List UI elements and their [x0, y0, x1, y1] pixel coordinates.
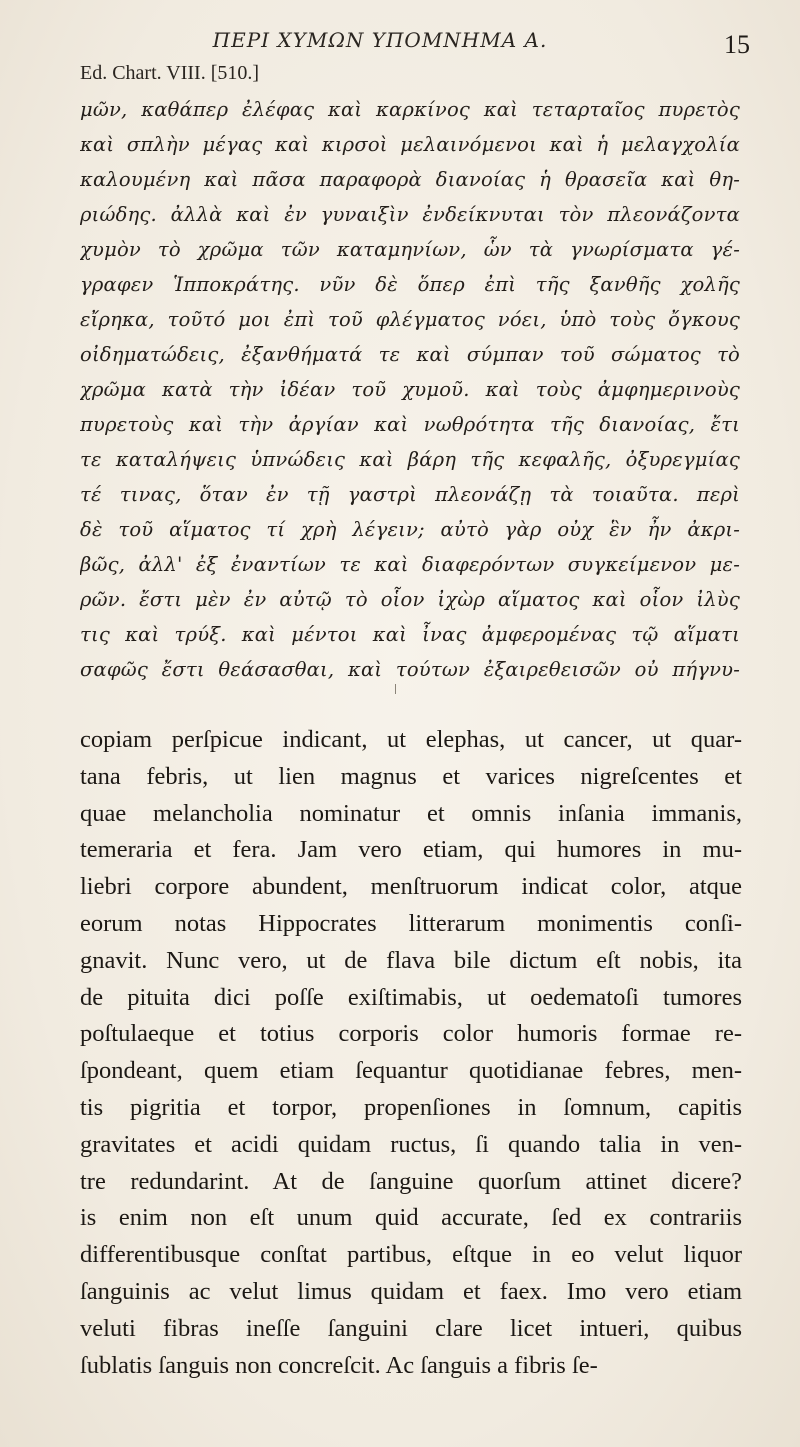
greek-line: τις καὶ τρύξ. καὶ μέντοι καὶ ἶνας ἀμφερομένας τῷ αἵματι: [80, 623, 740, 646]
latin-line: poſtulaeque et totius corporis color humoris formae re-: [80, 1020, 742, 1048]
greek-text-block: [80, 92, 740, 687]
greek-line: ρῶν. ἔστι μὲν ἐν αὐτῷ τὸ οἷον ἰχὼρ αἵματος καὶ οἷον ἰλὺς: [80, 588, 740, 611]
greek-line: χυμὸν τὸ χρῶμα τῶν καταμηνίων, ὧν τὰ γνωρίσματα γέ-: [80, 238, 740, 261]
edition-reference: Ed. Chart. VIII. [510.]: [80, 62, 260, 84]
latin-line: tre redundarint. At de ſanguine quorſum attinet dicere?: [80, 1167, 742, 1195]
greek-line: τε καταλήψεις ὑπνώδεις καὶ βάρη τῆς κεφαλῆς, ὀξυρεγμίας: [80, 448, 740, 471]
greek-line: χρῶμα κατὰ τὴν ἰδέαν τοῦ χυμοῦ. καὶ τοὺς ἀμφημερινοὺς: [80, 378, 740, 401]
latin-line: de pituita dici poſſe exiſtimabis, ut oedematoſi tumores: [80, 983, 742, 1011]
latin-line: tana febris, ut lien magnus et varices nigreſcentes et: [80, 762, 742, 790]
latin-line: veluti fibras ineſſe ſanguini clare licet intueri, quibus: [80, 1314, 742, 1342]
greek-line: τέ τινας, ὅταν ἐν τῇ γαστρὶ πλεονάζῃ τὰ τοιαῦτα. περὶ: [80, 483, 740, 506]
greek-line: πυρετοὺς καὶ τὴν ἀργίαν καὶ νωθρότητα τῆς διανοίας, ἔτι: [80, 413, 740, 436]
latin-line: temeraria et fera. Jam vero etiam, qui humores in mu-: [80, 836, 742, 864]
greek-line: καὶ σπλὴν μέγας καὶ κιρσοὶ μελαινόμενοι καὶ ἡ μελαγχολία: [80, 133, 740, 156]
page-number: 15: [724, 30, 750, 59]
running-head: ΠΕΡΙ ΧΥΜΩΝ ΥΠΟΜΝΗΜΑ Α.: [212, 28, 548, 52]
latin-line: gravitates et acidi quidam ructus, ſi quando talia in ven-: [80, 1130, 742, 1158]
section-divider-mark: [395, 684, 396, 694]
latin-line: liebri corpore abundent, menſtruorum indicat color, atque: [80, 873, 742, 901]
latin-line: quae melancholia nominatur et omnis inſania immanis,: [80, 799, 742, 827]
greek-line: οἰδηματώδεις, ἐξανθήματά τε καὶ σύμπαν τοῦ σώματος τὸ: [80, 343, 740, 366]
latin-line: gnavit. Nunc vero, ut de flava bile dictum eſt nobis, ita: [80, 946, 742, 974]
latin-line: differentibusque conſtat partibus, eſtque in eo velut liquor: [80, 1241, 742, 1269]
latin-line: ſpondeant, quem etiam ſequantur quotidianae febres, men-: [80, 1057, 742, 1085]
greek-line: δὲ τοῦ αἵματος τί χρὴ λέγειν; αὐτὸ γὰρ οὐχ ἓν ἦν ἀκρι-: [80, 518, 740, 541]
latin-line: is enim non eſt unum quid accurate, ſed ex contrariis: [80, 1204, 742, 1232]
greek-line: σαφῶς ἔστι θεάσασθαι, καὶ τούτων ἐξαιρεθεισῶν οὐ πήγνυ-: [80, 658, 740, 681]
latin-line: eorum notas Hippocrates litterarum monimentis conſi-: [80, 909, 742, 937]
latin-text-block: [80, 722, 742, 1384]
latin-line: ſanguinis ac velut limus quidam et faex. Imo vero etiam: [80, 1277, 742, 1305]
latin-line: copiam perſpicue indicant, ut elephas, ut cancer, ut quar-: [80, 726, 742, 753]
greek-line: ριώδης. ἀλλὰ καὶ ἐν γυναιξὶν ἐνδείκνυται τὸν πλεονάζοντα: [80, 203, 740, 226]
greek-line: εἴρηκα, τοῦτό μοι ἐπὶ τοῦ φλέγματος νόει, ὑπὸ τοὺς ὄγκους: [80, 308, 740, 331]
greek-line: μῶν, καθάπερ ἐλέφας καὶ καρκίνος καὶ τεταρταῖος πυρετὸς: [80, 98, 740, 121]
latin-line: ſublatis ſanguis non concreſcit. Ac ſanguis a fibris ſe-: [80, 1351, 598, 1379]
greek-line: γραφεν Ἱπποκράτης. νῦν δὲ ὅπερ ἐπὶ τῆς ξανθῆς χολῆς: [80, 273, 740, 296]
latin-line: tis pigritia et torpor, propenſiones in ſomnum, capitis: [80, 1093, 742, 1121]
greek-line: βῶς, ἀλλ' ἐξ ἐναντίων τε καὶ διαφερόντων συγκείμενον με-: [80, 553, 740, 576]
greek-line: καλουμένη καὶ πᾶσα παραφορὰ διανοίας ἡ θρασεῖα καὶ θη-: [80, 168, 740, 191]
